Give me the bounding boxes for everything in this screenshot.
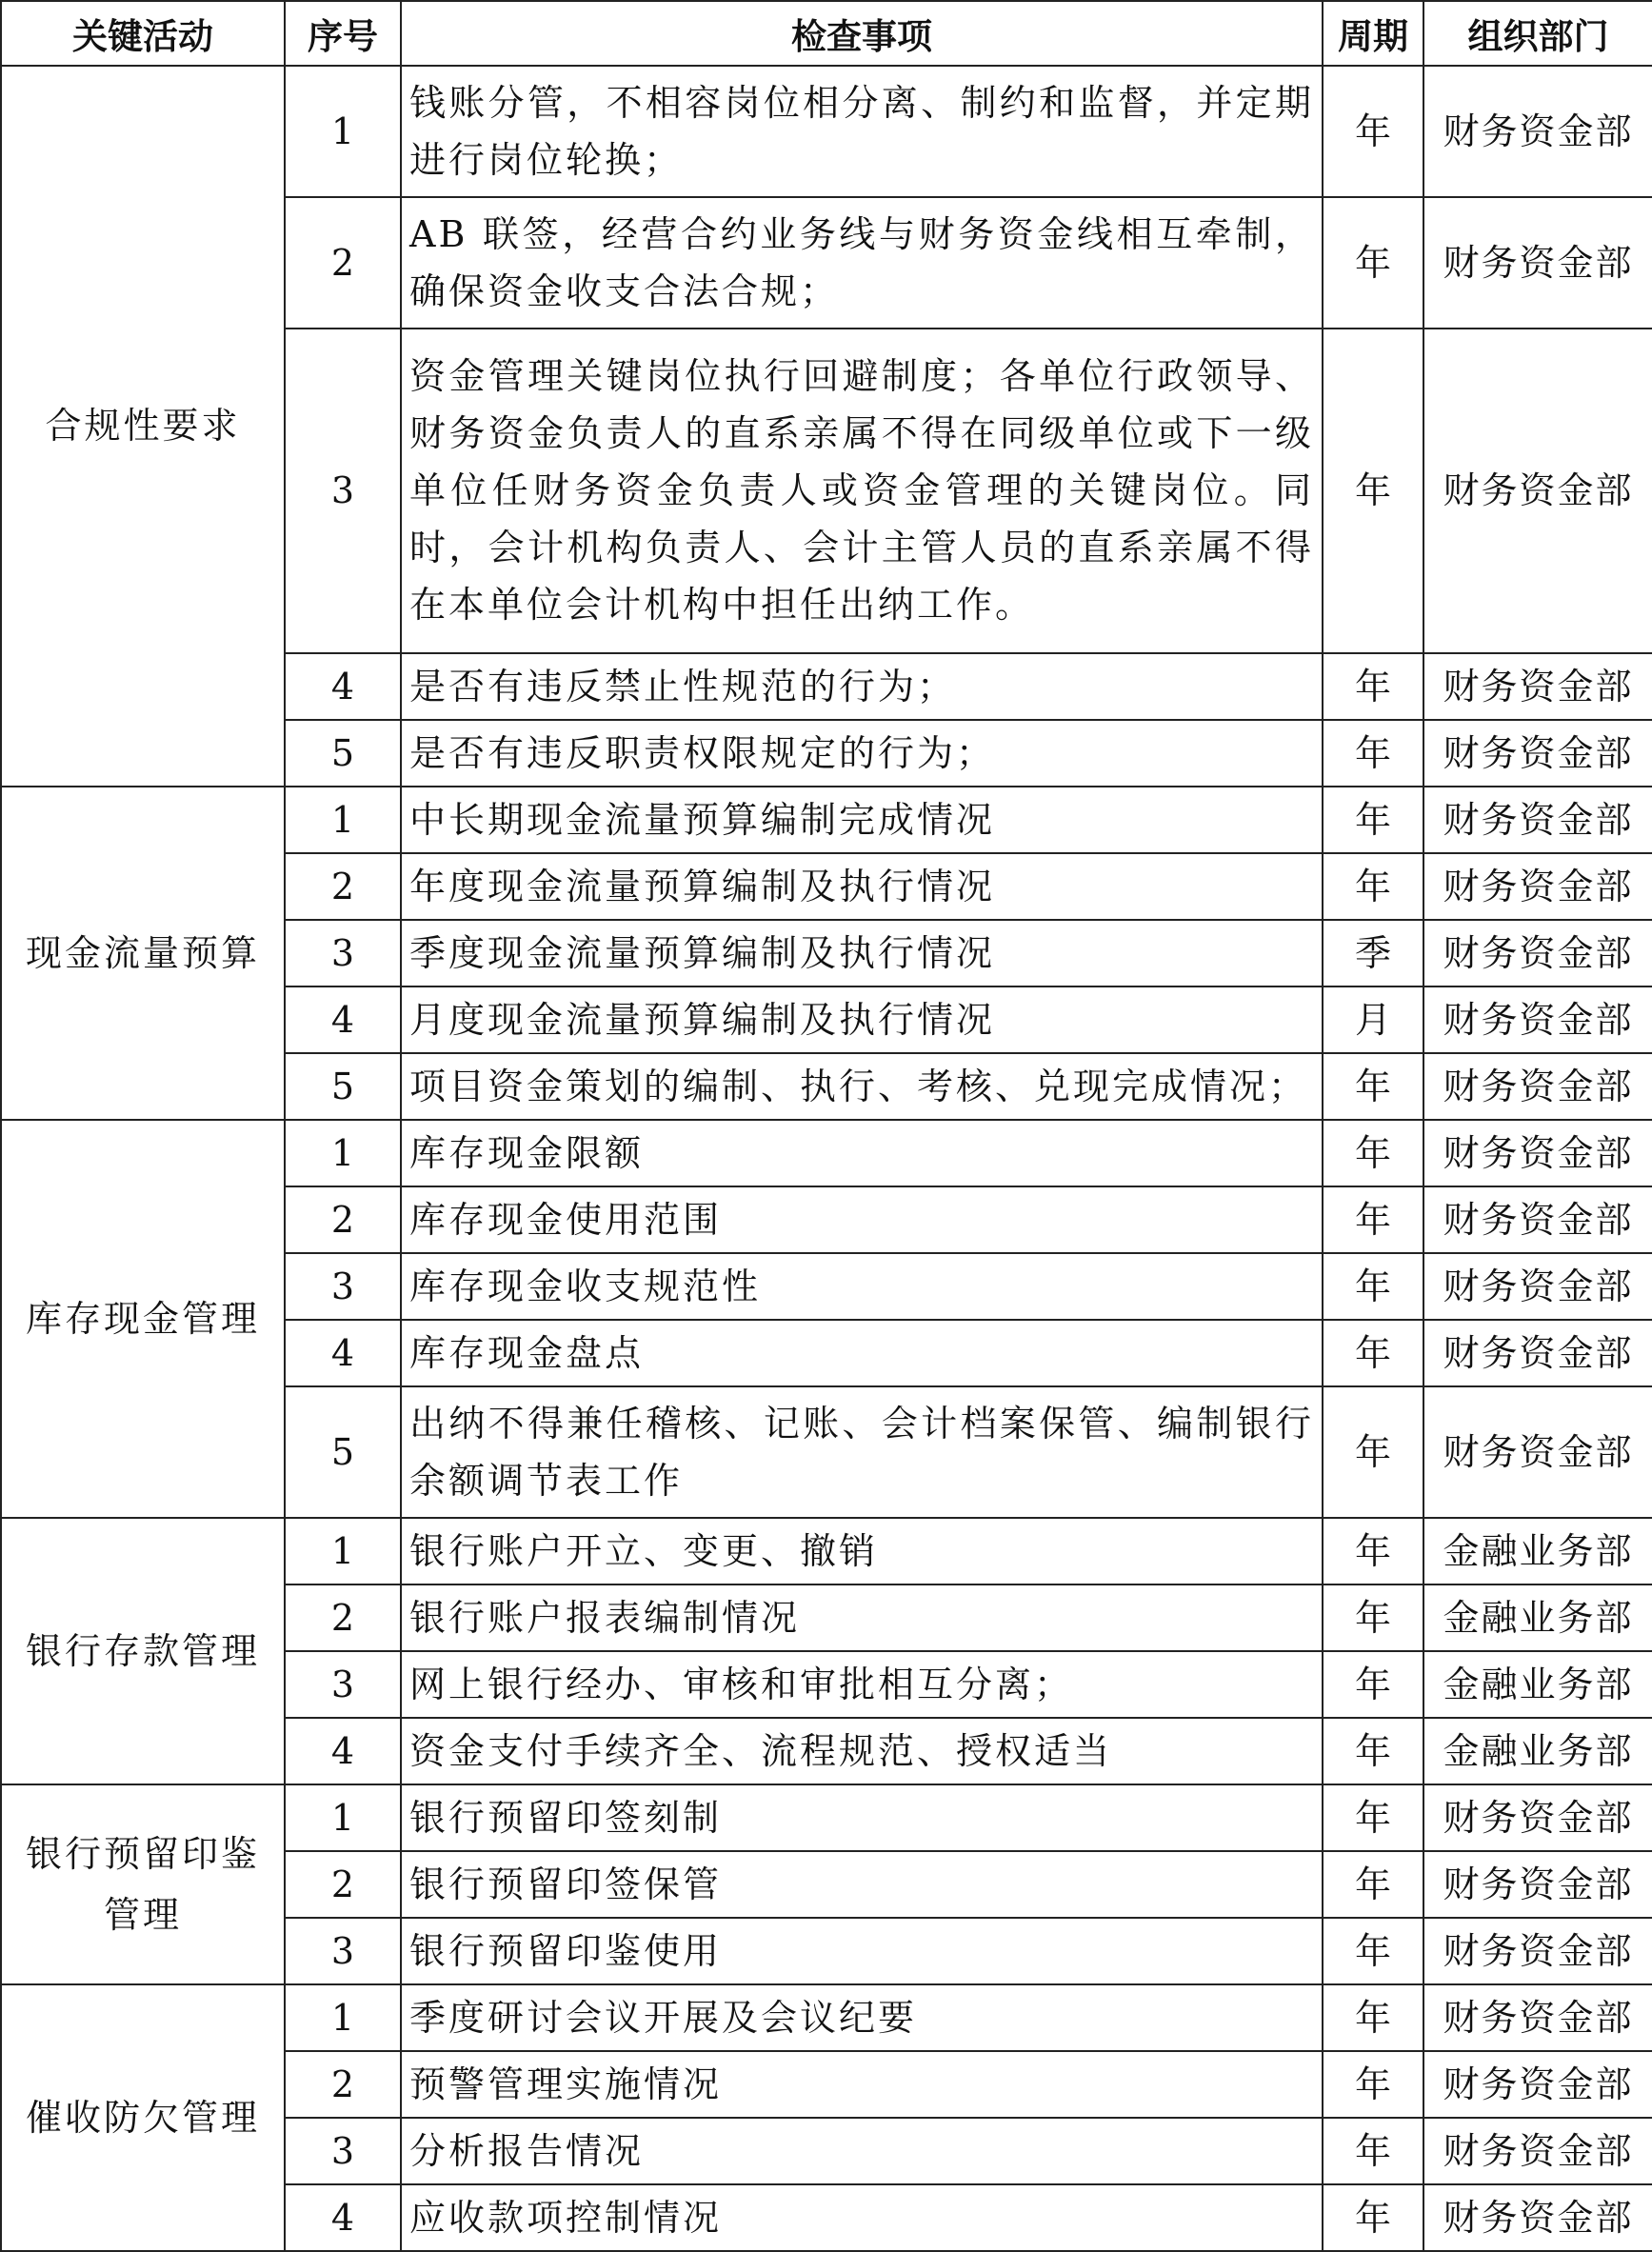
check-item-cell: 银行账户开立、变更、撤销 — [401, 1518, 1323, 1584]
period-cell: 年 — [1323, 787, 1423, 853]
row-number-cell: 4 — [285, 1320, 401, 1386]
row-number-cell: 4 — [285, 653, 401, 720]
department-cell: 财务资金部 — [1423, 1918, 1652, 1984]
period-cell: 年 — [1323, 1918, 1423, 1984]
period-cell: 年 — [1323, 1386, 1423, 1518]
department-cell: 财务资金部 — [1423, 2184, 1652, 2251]
header-period: 周期 — [1323, 1, 1423, 66]
department-cell: 财务资金部 — [1423, 1784, 1652, 1851]
department-cell: 财务资金部 — [1423, 329, 1652, 653]
row-number-cell: 1 — [285, 1120, 401, 1186]
row-number-cell: 2 — [285, 853, 401, 920]
check-item-cell: 年度现金流量预算编制及执行情况 — [401, 853, 1323, 920]
period-cell: 年 — [1323, 1784, 1423, 1851]
row-number-cell: 3 — [285, 2118, 401, 2184]
department-cell: 财务资金部 — [1423, 653, 1652, 720]
check-item-cell: 银行预留印鉴使用 — [401, 1918, 1323, 1984]
check-item-cell: 资金管理关键岗位执行回避制度；各单位行政领导、财务资金负责人的直系亲属不得在同级单位或下一级单位任财务资金负责人或资金管理的关键岗位。同时，会计机构负责人、会计主管人员的直系亲属不得在本单位会计机构中担任出纳工作。 — [401, 329, 1323, 653]
check-item-cell: 分析报告情况 — [401, 2118, 1323, 2184]
row-number-cell: 4 — [285, 986, 401, 1053]
department-cell: 财务资金部 — [1423, 2118, 1652, 2184]
check-item-cell: AB 联签，经营合约业务线与财务资金线相互牵制，确保资金收支合法合规； — [401, 197, 1323, 329]
row-number-cell: 1 — [285, 66, 401, 197]
department-cell: 财务资金部 — [1423, 1984, 1652, 2051]
period-cell: 年 — [1323, 329, 1423, 653]
period-cell: 年 — [1323, 1518, 1423, 1584]
row-number-cell: 2 — [285, 1584, 401, 1651]
period-cell: 年 — [1323, 1120, 1423, 1186]
period-cell: 年 — [1323, 653, 1423, 720]
period-cell: 季 — [1323, 920, 1423, 986]
check-item-cell: 季度研讨会议开展及会议纪要 — [401, 1984, 1323, 2051]
department-cell: 财务资金部 — [1423, 1186, 1652, 1253]
row-number-cell: 3 — [285, 920, 401, 986]
table-row — [1, 1518, 1652, 1584]
department-cell: 金融业务部 — [1423, 1518, 1652, 1584]
header-item: 检查事项 — [401, 1, 1323, 66]
activity-cell: 合规性要求 — [1, 66, 285, 787]
row-number-cell: 3 — [285, 1651, 401, 1718]
period-cell: 年 — [1323, 1186, 1423, 1253]
header-activity: 关键活动 — [1, 1, 285, 66]
period-cell: 年 — [1323, 1984, 1423, 2051]
row-number-cell: 5 — [285, 1053, 401, 1120]
check-item-cell: 库存现金限额 — [401, 1120, 1323, 1186]
check-item-cell: 网上银行经办、审核和审批相互分离； — [401, 1651, 1323, 1718]
period-cell: 年 — [1323, 1651, 1423, 1718]
row-number-cell: 4 — [285, 2184, 401, 2251]
table-body — [1, 66, 1652, 2251]
row-number-cell: 4 — [285, 1718, 401, 1784]
department-cell: 财务资金部 — [1423, 1253, 1652, 1320]
header-row — [1, 1, 1652, 66]
period-cell: 年 — [1323, 2051, 1423, 2118]
row-number-cell: 1 — [285, 787, 401, 853]
check-item-cell: 库存现金盘点 — [401, 1320, 1323, 1386]
period-cell: 年 — [1323, 1584, 1423, 1651]
check-item-cell: 中长期现金流量预算编制完成情况 — [401, 787, 1323, 853]
period-cell: 年 — [1323, 720, 1423, 787]
period-cell: 年 — [1323, 1851, 1423, 1918]
department-cell: 财务资金部 — [1423, 1053, 1652, 1120]
row-number-cell: 5 — [285, 720, 401, 787]
check-item-cell: 是否有违反禁止性规范的行为； — [401, 653, 1323, 720]
table-row — [1, 66, 1652, 197]
department-cell: 财务资金部 — [1423, 1386, 1652, 1518]
row-number-cell: 5 — [285, 1386, 401, 1518]
activity-cell: 银行存款管理 — [1, 1518, 285, 1784]
department-cell: 财务资金部 — [1423, 986, 1652, 1053]
check-item-cell: 库存现金使用范围 — [401, 1186, 1323, 1253]
period-cell: 年 — [1323, 853, 1423, 920]
department-cell: 财务资金部 — [1423, 1120, 1652, 1186]
department-cell: 财务资金部 — [1423, 66, 1652, 197]
check-item-cell: 银行预留印签刻制 — [401, 1784, 1323, 1851]
row-number-cell: 1 — [285, 1984, 401, 2051]
department-cell: 金融业务部 — [1423, 1584, 1652, 1651]
table-row — [1, 1120, 1652, 1186]
period-cell: 年 — [1323, 1253, 1423, 1320]
department-cell: 金融业务部 — [1423, 1651, 1652, 1718]
department-cell: 财务资金部 — [1423, 853, 1652, 920]
check-item-cell: 钱账分管，不相容岗位相分离、制约和监督，并定期进行岗位轮换； — [401, 66, 1323, 197]
check-item-cell: 出纳不得兼任稽核、记账、会计档案保管、编制银行余额调节表工作 — [401, 1386, 1323, 1518]
row-number-cell: 2 — [285, 1186, 401, 1253]
check-item-cell: 季度现金流量预算编制及执行情况 — [401, 920, 1323, 986]
check-item-cell: 预警管理实施情况 — [401, 2051, 1323, 2118]
table-row — [1, 1784, 1652, 1851]
table-row — [1, 1984, 1652, 2051]
header-no: 序号 — [285, 1, 401, 66]
check-item-cell: 资金支付手续齐全、流程规范、授权适当 — [401, 1718, 1323, 1784]
row-number-cell: 2 — [285, 2051, 401, 2118]
row-number-cell: 3 — [285, 1918, 401, 1984]
row-number-cell: 1 — [285, 1518, 401, 1584]
row-number-cell: 2 — [285, 197, 401, 329]
period-cell: 月 — [1323, 986, 1423, 1053]
activity-cell: 库存现金管理 — [1, 1120, 285, 1518]
period-cell: 年 — [1323, 66, 1423, 197]
department-cell: 财务资金部 — [1423, 720, 1652, 787]
period-cell: 年 — [1323, 197, 1423, 329]
row-number-cell: 2 — [285, 1851, 401, 1918]
department-cell: 财务资金部 — [1423, 197, 1652, 329]
check-item-cell: 是否有违反职责权限规定的行为； — [401, 720, 1323, 787]
department-cell: 财务资金部 — [1423, 1320, 1652, 1386]
period-cell: 年 — [1323, 2118, 1423, 2184]
header-dept: 组织部门 — [1423, 1, 1652, 66]
activity-cell: 银行预留印鉴管理 — [1, 1784, 285, 1984]
row-number-cell: 3 — [285, 1253, 401, 1320]
row-number-cell: 3 — [285, 329, 401, 653]
department-cell: 财务资金部 — [1423, 2051, 1652, 2118]
table-row — [1, 787, 1652, 853]
department-cell: 财务资金部 — [1423, 787, 1652, 853]
check-item-cell: 银行账户报表编制情况 — [401, 1584, 1323, 1651]
department-cell: 财务资金部 — [1423, 920, 1652, 986]
check-item-cell: 项目资金策划的编制、执行、考核、兑现完成情况； — [401, 1053, 1323, 1120]
period-cell: 年 — [1323, 1718, 1423, 1784]
activity-cell: 催收防欠管理 — [1, 1984, 285, 2251]
activity-cell: 现金流量预算 — [1, 787, 285, 1120]
period-cell: 年 — [1323, 1053, 1423, 1120]
row-number-cell: 1 — [285, 1784, 401, 1851]
department-cell: 金融业务部 — [1423, 1718, 1652, 1784]
check-item-cell: 库存现金收支规范性 — [401, 1253, 1323, 1320]
check-item-cell: 月度现金流量预算编制及执行情况 — [401, 986, 1323, 1053]
check-item-cell: 应收款项控制情况 — [401, 2184, 1323, 2251]
period-cell: 年 — [1323, 2184, 1423, 2251]
check-item-cell: 银行预留印签保管 — [401, 1851, 1323, 1918]
period-cell: 年 — [1323, 1320, 1423, 1386]
department-cell: 财务资金部 — [1423, 1851, 1652, 1918]
